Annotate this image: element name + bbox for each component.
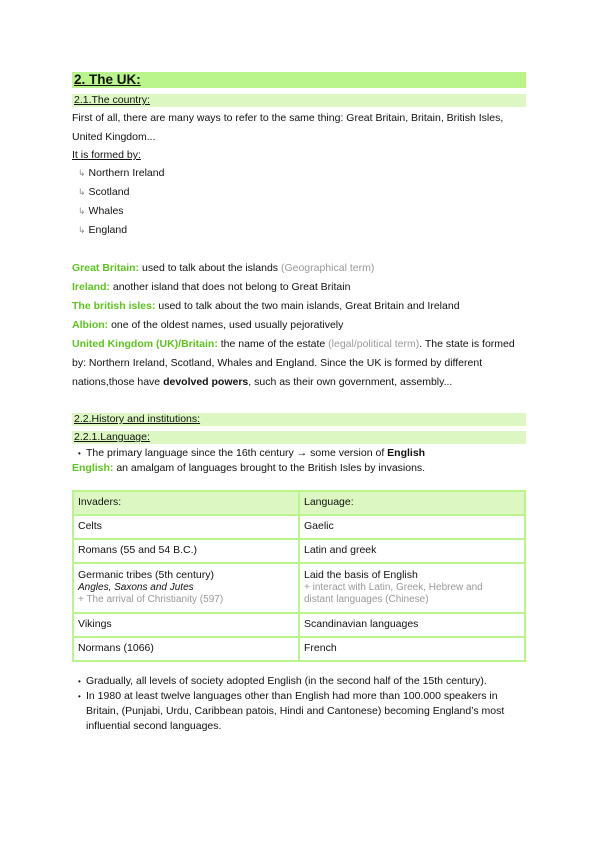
document-page [72, 72, 526, 734]
parts-list [72, 164, 526, 240]
term-line: Ireland: another island that does not belong to Great Britain [72, 281, 351, 293]
subsection-heading-country: 2.1.The country: [72, 94, 526, 107]
list-item: ↳ Whales [78, 205, 124, 217]
table-cell: Laid the basis of English + interact with Latin, Greek, Hebrew and distant languages (Chinese) [299, 563, 525, 613]
table-header-cell: Invaders: [73, 491, 299, 515]
intro-paragraph: First of all, there are many ways to refer to the same thing: Great Britain, Britain, British Isles, United Kingdom... [72, 112, 504, 143]
table-cell: Scandinavian languages [299, 613, 525, 637]
invaders-table [72, 490, 526, 662]
term-line: The british isles: used to talk about the two main islands, Great Britain and Ireland [72, 300, 460, 312]
subsection-heading-language: 2.2.1.Language: [72, 431, 526, 444]
table-cell: Romans (55 and 54 B.C.) [73, 539, 299, 563]
list-item: ↳ England [78, 224, 128, 236]
terms-list [72, 259, 526, 392]
list-item: ↳ Northern Ireland [78, 167, 165, 179]
table-row [73, 637, 525, 661]
bullet-item: • In 1980 at least twelve languages other than English had more than 100.000 speakers in Britain, (Punjabi, Urdu, Caribbean patois, Hindi and Cantonese) becoming England’s most influential second languages. [72, 689, 526, 734]
english-definition: English: an amalgam of languages brought to the British Isles by invasions. [72, 462, 426, 474]
table-cell: Normans (1066) [73, 637, 299, 661]
bullet-item: • Gradually, all levels of society adopted English (in the second half of the 15th century). [72, 674, 526, 689]
table-row [73, 613, 525, 637]
arrow-icon: ↳ [78, 225, 86, 235]
table-header-row [73, 491, 525, 515]
table-cell: Vikings [73, 613, 299, 637]
subsection-heading-history: 2.2.History and institutions: [72, 413, 526, 426]
term-line: Albion: one of the oldest names, used usually pejoratively [72, 319, 344, 331]
table-header-cell: Language: [299, 491, 525, 515]
section-heading: 2. The UK: [72, 72, 526, 88]
formed-label: It is formed by: [72, 149, 141, 161]
table-cell: Latin and greek [299, 539, 525, 563]
table-cell: French [299, 637, 525, 661]
table-cell: Germanic tribes (5th century) Angles, Saxons and Jutes + The arrival of Christianity (597) [73, 563, 299, 613]
table-row [73, 563, 525, 613]
arrow-icon: ↳ [78, 206, 86, 216]
term-line-uk: United Kingdom (UK)/Britain: the name of the estate (legal/political term). The state is formed by: Northern Ireland, Scotland, Whales and England. Since the UK is formed by different nations,those have devolved powers, such as their own government, assembly... [72, 338, 515, 388]
list-item: ↳ Scotland [78, 186, 130, 198]
arrow-icon: ↳ [78, 187, 86, 197]
table-cell: Celts [73, 515, 299, 539]
term-line: Great Britain: used to talk about the islands (Geographical term) [72, 262, 375, 274]
arrow-icon: ↳ [78, 168, 86, 178]
bullet-item: • The primary language since the 16th century → some version of English [72, 446, 526, 461]
table-row [73, 515, 525, 539]
table-cell: Gaelic [299, 515, 525, 539]
table-row [73, 539, 525, 563]
